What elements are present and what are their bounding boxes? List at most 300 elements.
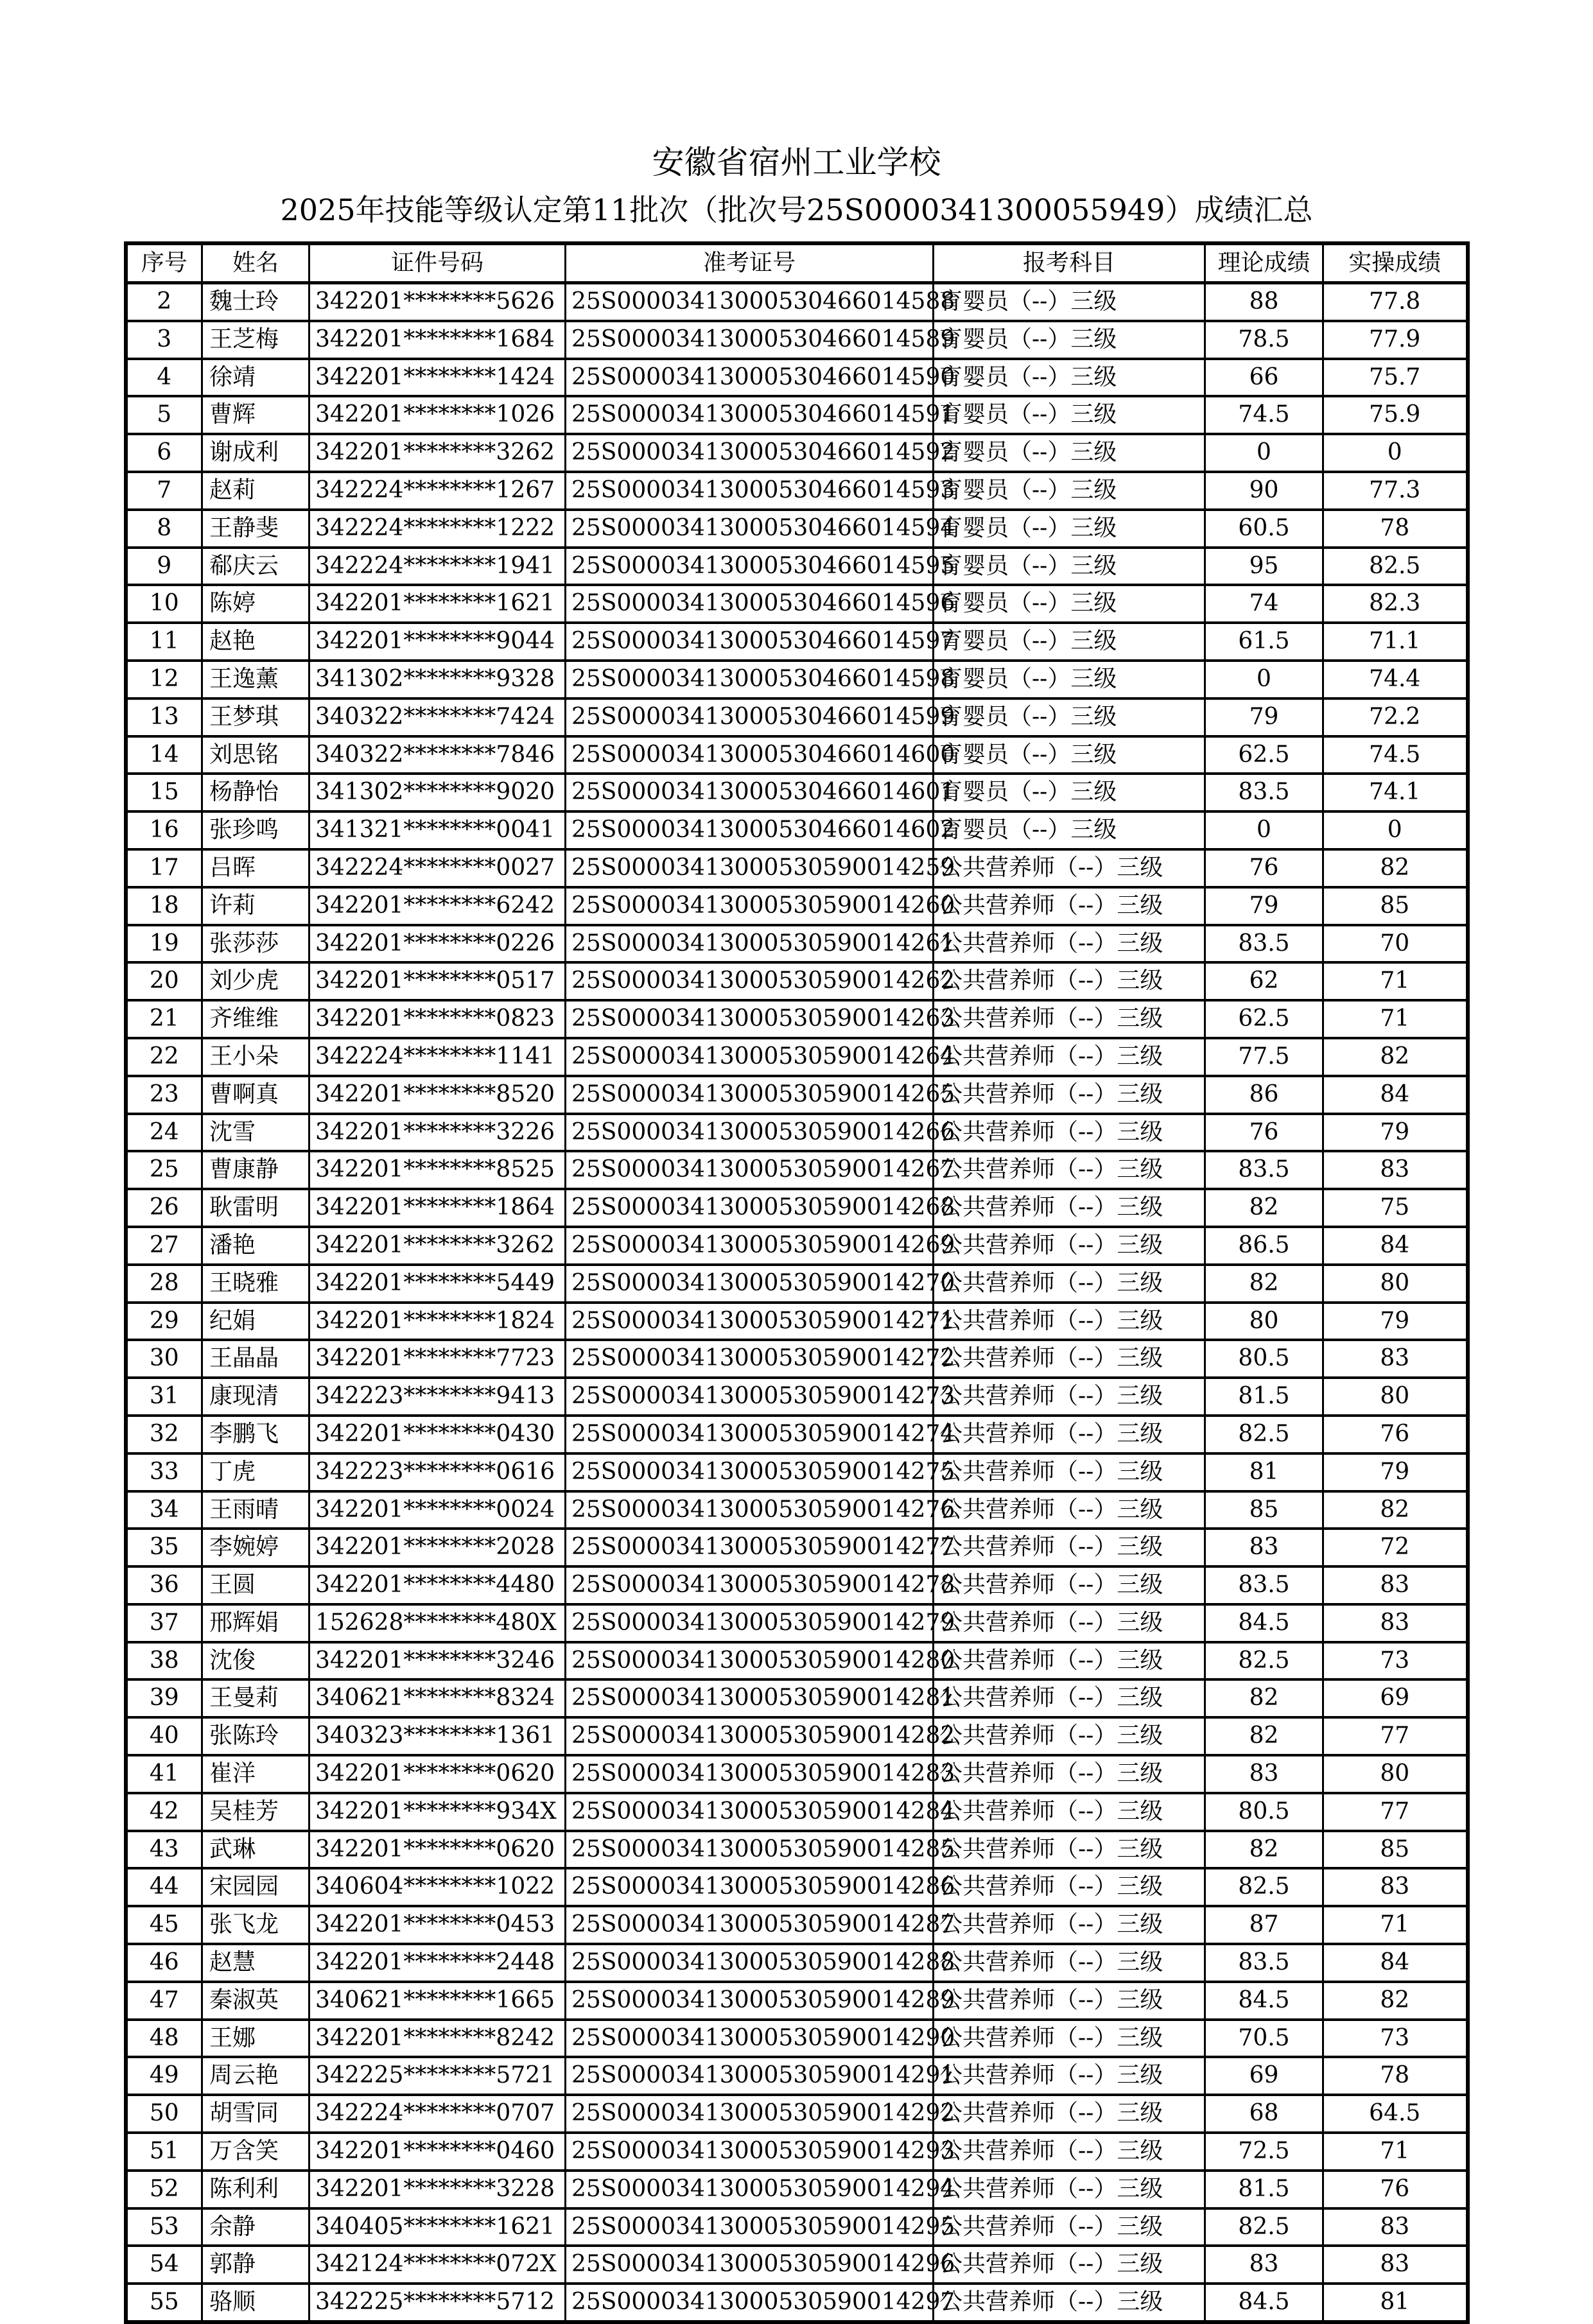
theory-score-cell: 83	[1205, 1755, 1323, 1793]
name-cell: 魏士玲	[202, 283, 309, 321]
table-row	[126, 1982, 1468, 2020]
theory-score-cell: 70.5	[1205, 2020, 1323, 2058]
practical-score-cell: 82	[1323, 1982, 1468, 2020]
table-row	[126, 1114, 1468, 1152]
id-number-cell: 342225********5721	[309, 2057, 566, 2095]
ticket-number-cell: 25S00003413000530590014286	[566, 1868, 934, 1906]
ticket-number-cell: 25S00003413000530590014281	[566, 1679, 934, 1717]
name-cell: 王小朵	[202, 1038, 309, 1076]
table-row	[126, 1868, 1468, 1906]
practical-score-cell: 81	[1323, 2284, 1468, 2322]
subject-cell: 育婴员（--）三级	[934, 811, 1205, 849]
practical-score-cell: 84	[1323, 1944, 1468, 1982]
serial-number-cell: 48	[126, 2020, 202, 2058]
subject-cell: 公共营养师（--）三级	[934, 1340, 1205, 1378]
practical-score-cell: 84	[1323, 1076, 1468, 1114]
ticket-number-cell: 25S00003413000530466014593	[566, 472, 934, 510]
subject-cell: 公共营养师（--）三级	[934, 1265, 1205, 1303]
serial-number-cell: 27	[126, 1227, 202, 1265]
name-cell: 王静斐	[202, 510, 309, 548]
id-number-cell: 342201********3228	[309, 2171, 566, 2208]
table-row	[126, 359, 1468, 397]
theory-score-cell: 80.5	[1205, 1340, 1323, 1378]
ticket-number-cell: 25S00003413000530590014261	[566, 925, 934, 963]
id-number-cell: 340621********1665	[309, 1982, 566, 2020]
name-cell: 郗庆云	[202, 548, 309, 585]
id-number-cell: 341302********9020	[309, 774, 566, 811]
subject-cell: 育婴员（--）三级	[934, 396, 1205, 434]
ticket-number-cell: 25S00003413000530590014263	[566, 1000, 934, 1038]
ticket-number-cell: 25S00003413000530466014602	[566, 811, 934, 849]
practical-score-cell: 71	[1323, 1906, 1468, 1944]
id-number-cell: 342224********1222	[309, 510, 566, 548]
ticket-number-cell: 25S00003413000530590014277	[566, 1529, 934, 1566]
table-row	[126, 1642, 1468, 1680]
ticket-number-cell: 25S00003413000530590014288	[566, 1944, 934, 1982]
ticket-number-cell: 25S00003413000530590014270	[566, 1265, 934, 1303]
practical-score-cell: 79	[1323, 1303, 1468, 1340]
ticket-number-cell: 25S00003413000530590014295	[566, 2208, 934, 2246]
name-cell: 周云艳	[202, 2057, 309, 2095]
serial-number-cell: 38	[126, 1642, 202, 1680]
subject-cell: 公共营养师（--）三级	[934, 849, 1205, 887]
theory-score-cell: 83.5	[1205, 1944, 1323, 1982]
serial-number-cell: 17	[126, 849, 202, 887]
serial-number-cell: 19	[126, 925, 202, 963]
id-number-cell: 342201********1026	[309, 396, 566, 434]
table-row	[126, 849, 1468, 887]
name-cell: 张珍鸣	[202, 811, 309, 849]
subject-cell: 育婴员（--）三级	[934, 321, 1205, 359]
serial-number-cell: 16	[126, 811, 202, 849]
theory-score-cell: 82	[1205, 1831, 1323, 1869]
serial-number-cell: 7	[126, 472, 202, 510]
name-cell: 潘艳	[202, 1227, 309, 1265]
serial-number-cell: 49	[126, 2057, 202, 2095]
id-number-cell: 341302********9328	[309, 661, 566, 698]
ticket-number-cell: 25S00003413000530466014598	[566, 661, 934, 698]
id-number-cell: 342201********0453	[309, 1906, 566, 1944]
serial-number-cell: 13	[126, 698, 202, 736]
practical-score-cell: 80	[1323, 1265, 1468, 1303]
practical-score-cell: 73	[1323, 2020, 1468, 2058]
serial-number-cell: 29	[126, 1303, 202, 1340]
practical-score-cell: 83	[1323, 2208, 1468, 2246]
serial-number-cell: 37	[126, 1604, 202, 1642]
theory-score-cell: 83	[1205, 2246, 1323, 2284]
theory-score-cell: 83.5	[1205, 774, 1323, 811]
practical-score-cell: 76	[1323, 2171, 1468, 2208]
score-table	[124, 241, 1470, 2324]
id-number-cell: 342201********3246	[309, 1642, 566, 1680]
serial-number-cell: 30	[126, 1340, 202, 1378]
serial-number-cell: 12	[126, 661, 202, 698]
practical-score-cell: 83	[1323, 1151, 1468, 1189]
name-cell: 齐维维	[202, 1000, 309, 1038]
header-id-number: 证件号码	[309, 243, 566, 283]
ticket-number-cell: 25S00003413000530590014289	[566, 1982, 934, 2020]
subject-cell: 公共营养师（--）三级	[934, 1114, 1205, 1152]
subject-cell: 育婴员（--）三级	[934, 585, 1205, 623]
ticket-number-cell: 25S00003413000530590014287	[566, 1906, 934, 1944]
ticket-number-cell: 25S00003413000530590014297	[566, 2284, 934, 2322]
table-row	[126, 472, 1468, 510]
theory-score-cell: 0	[1205, 661, 1323, 698]
name-cell: 杨静怡	[202, 774, 309, 811]
subject-cell: 育婴员（--）三级	[934, 283, 1205, 321]
header-theory-score: 理论成绩	[1205, 243, 1323, 283]
subject-cell: 公共营养师（--）三级	[934, 1189, 1205, 1227]
subject-cell: 公共营养师（--）三级	[934, 887, 1205, 925]
practical-score-cell: 80	[1323, 1378, 1468, 1416]
theory-score-cell: 90	[1205, 472, 1323, 510]
theory-score-cell: 82.5	[1205, 2208, 1323, 2246]
serial-number-cell: 28	[126, 1265, 202, 1303]
practical-score-cell: 74.1	[1323, 774, 1468, 811]
ticket-number-cell: 25S00003413000530466014601	[566, 774, 934, 811]
name-cell: 刘少虎	[202, 962, 309, 1000]
table-row	[126, 1151, 1468, 1189]
table-row	[126, 283, 1468, 321]
table-row	[126, 661, 1468, 698]
header-ticket-number: 准考证号	[566, 243, 934, 283]
subject-cell: 育婴员（--）三级	[934, 472, 1205, 510]
subject-cell: 公共营养师（--）三级	[934, 1491, 1205, 1529]
theory-score-cell: 83	[1205, 1529, 1323, 1566]
id-number-cell: 342223********0616	[309, 1453, 566, 1491]
ticket-number-cell: 25S00003413000530590014284	[566, 1793, 934, 1831]
table-row	[126, 698, 1468, 736]
practical-score-cell: 72	[1323, 1529, 1468, 1566]
table-row	[126, 434, 1468, 472]
practical-score-cell: 82	[1323, 1491, 1468, 1529]
id-number-cell: 342201********3226	[309, 1114, 566, 1152]
id-number-cell: 342224********1141	[309, 1038, 566, 1076]
ticket-number-cell: 25S00003413000530590014290	[566, 2020, 934, 2058]
serial-number-cell: 9	[126, 548, 202, 585]
subject-cell: 公共营养师（--）三级	[934, 1529, 1205, 1566]
practical-score-cell: 70	[1323, 925, 1468, 963]
serial-number-cell: 20	[126, 962, 202, 1000]
table-row	[126, 2020, 1468, 2058]
ticket-number-cell: 25S00003413000530590014268	[566, 1189, 934, 1227]
name-cell: 吕晖	[202, 849, 309, 887]
subject-cell: 公共营养师（--）三级	[934, 1604, 1205, 1642]
serial-number-cell: 11	[126, 623, 202, 661]
id-number-cell: 342201********0460	[309, 2133, 566, 2171]
subject-cell: 公共营养师（--）三级	[934, 2020, 1205, 2058]
ticket-number-cell: 25S00003413000530590014273	[566, 1378, 934, 1416]
name-cell: 曹啊真	[202, 1076, 309, 1114]
practical-score-cell: 76	[1323, 1416, 1468, 1453]
id-number-cell: 342201********0226	[309, 925, 566, 963]
table-row	[126, 2208, 1468, 2246]
id-number-cell: 340621********8324	[309, 1679, 566, 1717]
serial-number-cell: 52	[126, 2171, 202, 2208]
subject-cell: 育婴员（--）三级	[934, 774, 1205, 811]
table-row	[126, 811, 1468, 849]
subject-cell: 育婴员（--）三级	[934, 359, 1205, 397]
subject-cell: 公共营养师（--）三级	[934, 1151, 1205, 1189]
theory-score-cell: 77.5	[1205, 1038, 1323, 1076]
table-row	[126, 925, 1468, 963]
practical-score-cell: 77.9	[1323, 321, 1468, 359]
name-cell: 王雨晴	[202, 1491, 309, 1529]
ticket-number-cell: 25S00003413000530590014267	[566, 1151, 934, 1189]
practical-score-cell: 85	[1323, 887, 1468, 925]
id-number-cell: 342201********2028	[309, 1529, 566, 1566]
practical-score-cell: 83	[1323, 1604, 1468, 1642]
serial-number-cell: 21	[126, 1000, 202, 1038]
table-row	[126, 548, 1468, 585]
subject-cell: 公共营养师（--）三级	[934, 2208, 1205, 2246]
table-row	[126, 1906, 1468, 1944]
name-cell: 骆顺	[202, 2284, 309, 2322]
id-number-cell: 342201********8520	[309, 1076, 566, 1114]
practical-score-cell: 83	[1323, 1340, 1468, 1378]
id-number-cell: 342225********5712	[309, 2284, 566, 2322]
ticket-number-cell: 25S00003413000530590014291	[566, 2057, 934, 2095]
id-number-cell: 341321********0041	[309, 811, 566, 849]
ticket-number-cell: 25S00003413000530590014262	[566, 962, 934, 1000]
subject-cell: 公共营养师（--）三级	[934, 1982, 1205, 2020]
serial-number-cell: 40	[126, 1717, 202, 1755]
name-cell: 崔洋	[202, 1755, 309, 1793]
id-number-cell: 340323********1361	[309, 1717, 566, 1755]
theory-score-cell: 82.5	[1205, 1416, 1323, 1453]
name-cell: 邢辉娟	[202, 1604, 309, 1642]
page-subtitle: 2025年技能等级认定第11批次（批次号25S0000341300055949）成绩汇总	[280, 193, 1313, 227]
table-row	[126, 1303, 1468, 1340]
name-cell: 王晶晶	[202, 1340, 309, 1378]
id-number-cell: 342124********072X	[309, 2246, 566, 2284]
table-row	[126, 2246, 1468, 2284]
table-row	[126, 1038, 1468, 1076]
serial-number-cell: 50	[126, 2095, 202, 2133]
name-cell: 李婉婷	[202, 1529, 309, 1566]
practical-score-cell: 69	[1323, 1679, 1468, 1717]
table-row	[126, 1227, 1468, 1265]
serial-number-cell: 22	[126, 1038, 202, 1076]
table-row	[126, 1453, 1468, 1491]
serial-number-cell: 45	[126, 1906, 202, 1944]
theory-score-cell: 0	[1205, 811, 1323, 849]
theory-score-cell: 82.5	[1205, 1642, 1323, 1680]
id-number-cell: 342224********1267	[309, 472, 566, 510]
id-number-cell: 340405********1621	[309, 2208, 566, 2246]
table-row	[126, 1416, 1468, 1453]
name-cell: 吴桂芳	[202, 1793, 309, 1831]
table-row	[126, 2095, 1468, 2133]
table-row	[126, 623, 1468, 661]
ticket-number-cell: 25S00003413000530590014274	[566, 1416, 934, 1453]
practical-score-cell: 78	[1323, 2057, 1468, 2095]
subject-cell: 公共营养师（--）三级	[934, 1642, 1205, 1680]
table-row	[126, 1189, 1468, 1227]
id-number-cell: 342223********9413	[309, 1378, 566, 1416]
practical-score-cell: 80	[1323, 1755, 1468, 1793]
id-number-cell: 342201********1684	[309, 321, 566, 359]
practical-score-cell: 82	[1323, 1038, 1468, 1076]
theory-score-cell: 81.5	[1205, 2171, 1323, 2208]
theory-score-cell: 74	[1205, 585, 1323, 623]
id-number-cell: 342201********8525	[309, 1151, 566, 1189]
subject-cell: 育婴员（--）三级	[934, 548, 1205, 585]
practical-score-cell: 74.5	[1323, 736, 1468, 774]
table-row	[126, 887, 1468, 925]
theory-score-cell: 60.5	[1205, 510, 1323, 548]
theory-score-cell: 82	[1205, 1717, 1323, 1755]
subject-cell: 公共营养师（--）三级	[934, 1453, 1205, 1491]
table-row	[126, 396, 1468, 434]
subject-cell: 公共营养师（--）三级	[934, 1868, 1205, 1906]
table-row	[126, 585, 1468, 623]
table-row	[126, 736, 1468, 774]
ticket-number-cell: 25S00003413000530590014276	[566, 1491, 934, 1529]
ticket-number-cell: 25S00003413000530466014597	[566, 623, 934, 661]
theory-score-cell: 62.5	[1205, 736, 1323, 774]
subject-cell: 公共营养师（--）三级	[934, 1227, 1205, 1265]
table-row	[126, 774, 1468, 811]
serial-number-cell: 44	[126, 1868, 202, 1906]
header-name: 姓名	[202, 243, 309, 283]
name-cell: 李鹏飞	[202, 1416, 309, 1453]
practical-score-cell: 73	[1323, 1642, 1468, 1680]
serial-number-cell: 55	[126, 2284, 202, 2322]
table-row	[126, 510, 1468, 548]
subject-cell: 育婴员（--）三级	[934, 434, 1205, 472]
subject-cell: 公共营养师（--）三级	[934, 1000, 1205, 1038]
table-row	[126, 2133, 1468, 2171]
practical-score-cell: 82.3	[1323, 585, 1468, 623]
theory-score-cell: 82	[1205, 1679, 1323, 1717]
table-row	[126, 2171, 1468, 2208]
serial-number-cell: 35	[126, 1529, 202, 1566]
practical-score-cell: 83	[1323, 1566, 1468, 1604]
practical-score-cell: 75	[1323, 1189, 1468, 1227]
practical-score-cell: 77	[1323, 1793, 1468, 1831]
theory-score-cell: 78.5	[1205, 321, 1323, 359]
subject-cell: 育婴员（--）三级	[934, 661, 1205, 698]
name-cell: 陈婷	[202, 585, 309, 623]
serial-number-cell: 23	[126, 1076, 202, 1114]
id-number-cell: 342201********0517	[309, 962, 566, 1000]
practical-score-cell: 71	[1323, 962, 1468, 1000]
header-practical-score: 实操成绩	[1323, 243, 1468, 283]
subject-cell: 公共营养师（--）三级	[934, 2095, 1205, 2133]
subject-cell: 公共营养师（--）三级	[934, 1755, 1205, 1793]
theory-score-cell: 85	[1205, 1491, 1323, 1529]
name-cell: 许莉	[202, 887, 309, 925]
serial-number-cell: 25	[126, 1151, 202, 1189]
id-number-cell: 342201********0823	[309, 1000, 566, 1038]
id-number-cell: 342201********0430	[309, 1416, 566, 1453]
theory-score-cell: 69	[1205, 2057, 1323, 2095]
theory-score-cell: 61.5	[1205, 623, 1323, 661]
subject-cell: 公共营养师（--）三级	[934, 1944, 1205, 1982]
practical-score-cell: 77.3	[1323, 472, 1468, 510]
ticket-number-cell: 25S00003413000530466014590	[566, 359, 934, 397]
id-number-cell: 342201********2448	[309, 1944, 566, 1982]
subject-cell: 公共营养师（--）三级	[934, 1831, 1205, 1869]
theory-score-cell: 83.5	[1205, 1151, 1323, 1189]
theory-score-cell: 81	[1205, 1453, 1323, 1491]
ticket-number-cell: 25S00003413000530466014589	[566, 321, 934, 359]
name-cell: 曹康静	[202, 1151, 309, 1189]
theory-score-cell: 84.5	[1205, 1604, 1323, 1642]
theory-score-cell: 81.5	[1205, 1378, 1323, 1416]
subject-cell: 公共营养师（--）三级	[934, 2246, 1205, 2284]
subject-cell: 公共营养师（--）三级	[934, 1303, 1205, 1340]
practical-score-cell: 64.5	[1323, 2095, 1468, 2133]
header-serial-number: 序号	[126, 243, 202, 283]
serial-number-cell: 47	[126, 1982, 202, 2020]
serial-number-cell: 5	[126, 396, 202, 434]
theory-score-cell: 80	[1205, 1303, 1323, 1340]
theory-score-cell: 84.5	[1205, 2284, 1323, 2322]
id-number-cell: 342201********5449	[309, 1265, 566, 1303]
ticket-number-cell: 25S00003413000530466014588	[566, 283, 934, 321]
name-cell: 王梦琪	[202, 698, 309, 736]
ticket-number-cell: 25S00003413000530466014595	[566, 548, 934, 585]
ticket-number-cell: 25S00003413000530466014592	[566, 434, 934, 472]
serial-number-cell: 39	[126, 1679, 202, 1717]
table-row	[126, 1491, 1468, 1529]
ticket-number-cell: 25S00003413000530590014282	[566, 1717, 934, 1755]
table-row	[126, 1340, 1468, 1378]
id-number-cell: 342201********8242	[309, 2020, 566, 2058]
id-number-cell: 342201********5626	[309, 283, 566, 321]
practical-score-cell: 71.1	[1323, 623, 1468, 661]
table-row	[126, 1679, 1468, 1717]
name-cell: 沈俊	[202, 1642, 309, 1680]
id-number-cell: 340322********7846	[309, 736, 566, 774]
practical-score-cell: 83	[1323, 1868, 1468, 1906]
practical-score-cell: 71	[1323, 1000, 1468, 1038]
id-number-cell: 342224********0707	[309, 2095, 566, 2133]
serial-number-cell: 36	[126, 1566, 202, 1604]
name-cell: 王芝梅	[202, 321, 309, 359]
name-cell: 沈雪	[202, 1114, 309, 1152]
table-row	[126, 321, 1468, 359]
practical-score-cell: 77.8	[1323, 283, 1468, 321]
ticket-number-cell: 25S00003413000530590014292	[566, 2095, 934, 2133]
subject-cell: 公共营养师（--）三级	[934, 2133, 1205, 2171]
theory-score-cell: 79	[1205, 887, 1323, 925]
subject-cell: 公共营养师（--）三级	[934, 1378, 1205, 1416]
serial-number-cell: 54	[126, 2246, 202, 2284]
theory-score-cell: 80.5	[1205, 1793, 1323, 1831]
table-row	[126, 1717, 1468, 1755]
subject-cell: 公共营养师（--）三级	[934, 1416, 1205, 1453]
table-row	[126, 1944, 1468, 1982]
serial-number-cell: 18	[126, 887, 202, 925]
practical-score-cell: 79	[1323, 1453, 1468, 1491]
table-row	[126, 1831, 1468, 1869]
theory-score-cell: 72.5	[1205, 2133, 1323, 2171]
theory-score-cell: 76	[1205, 1114, 1323, 1152]
subject-cell: 公共营养师（--）三级	[934, 2284, 1205, 2322]
id-number-cell: 342201********6242	[309, 887, 566, 925]
serial-number-cell: 3	[126, 321, 202, 359]
subject-cell: 公共营养师（--）三级	[934, 1679, 1205, 1717]
practical-score-cell: 84	[1323, 1227, 1468, 1265]
theory-score-cell: 83.5	[1205, 1566, 1323, 1604]
theory-score-cell: 62	[1205, 962, 1323, 1000]
id-number-cell: 342201********1824	[309, 1303, 566, 1340]
serial-number-cell: 15	[126, 774, 202, 811]
ticket-number-cell: 25S00003413000530466014599	[566, 698, 934, 736]
